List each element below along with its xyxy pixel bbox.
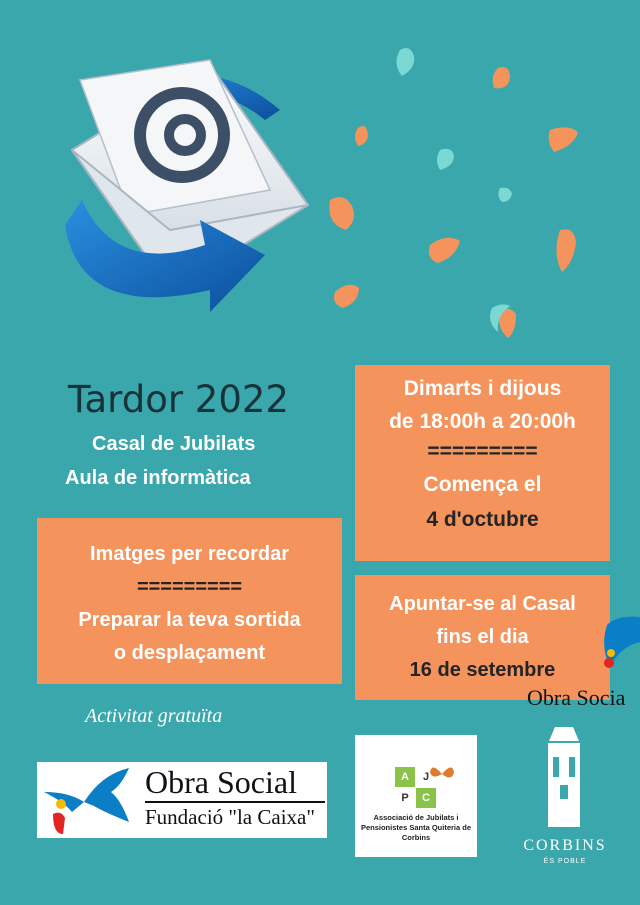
corbins-name: CORBINS	[523, 837, 607, 854]
tower-icon	[543, 727, 585, 827]
page-title: Tardor 2022	[68, 378, 289, 421]
caixa-divider	[145, 801, 325, 803]
signup-date: 16 de setembre	[409, 659, 556, 681]
venue-label: Casal de Jubilats	[92, 433, 256, 455]
schedule-hours: de 18:00h a 20:00h	[389, 410, 576, 433]
butterfly-icon	[429, 763, 455, 785]
ajpc-letter-p: P	[395, 788, 415, 808]
ajpc-letter-a: A	[395, 767, 415, 787]
partial-logo-text: Obra Socia	[527, 685, 626, 710]
topic-divider: =========	[136, 576, 243, 598]
schedule-divider: =========	[427, 440, 538, 463]
topics-box	[37, 518, 342, 684]
hearts-decoration	[320, 40, 640, 350]
signup-line-2: fins el dia	[436, 626, 529, 648]
ajpc-logo	[355, 735, 477, 857]
ajpc-letter-j: J	[416, 767, 436, 787]
caixa-line-1: Obra Social	[145, 764, 297, 800]
obra-social-partial-logo	[527, 605, 640, 710]
email-envelope-illustration	[60, 50, 320, 340]
caixa-line-2: Fundació "la Caixa"	[145, 805, 315, 829]
caixa-star-icon	[39, 764, 131, 836]
topic-line-3: o desplaçament	[113, 642, 266, 664]
schedule-starts: Comença el	[423, 473, 542, 496]
la-caixa-logo	[37, 762, 327, 838]
room-label: Aula de informàtica	[65, 467, 251, 489]
free-activity-note: Activitat gratuïta	[85, 705, 223, 727]
schedule-days: Dimarts i dijous	[403, 377, 562, 400]
schedule-box	[355, 365, 610, 561]
topic-line-2: Preparar la teva sortida	[78, 609, 301, 631]
ajpc-letter-c: C	[416, 788, 436, 808]
signup-line-1: Apuntar-se al Casal	[389, 593, 576, 615]
ajpc-name: Associació de Jubilats i Pensionistes Santa Quiteria de Corbins	[360, 813, 472, 842]
schedule-start-date: 4 d'octubre	[426, 508, 539, 531]
corbins-logo	[500, 725, 630, 875]
corbins-tagline: ÉS POBLE	[543, 858, 587, 865]
topic-line-1: Imatges per recordar	[90, 543, 289, 565]
